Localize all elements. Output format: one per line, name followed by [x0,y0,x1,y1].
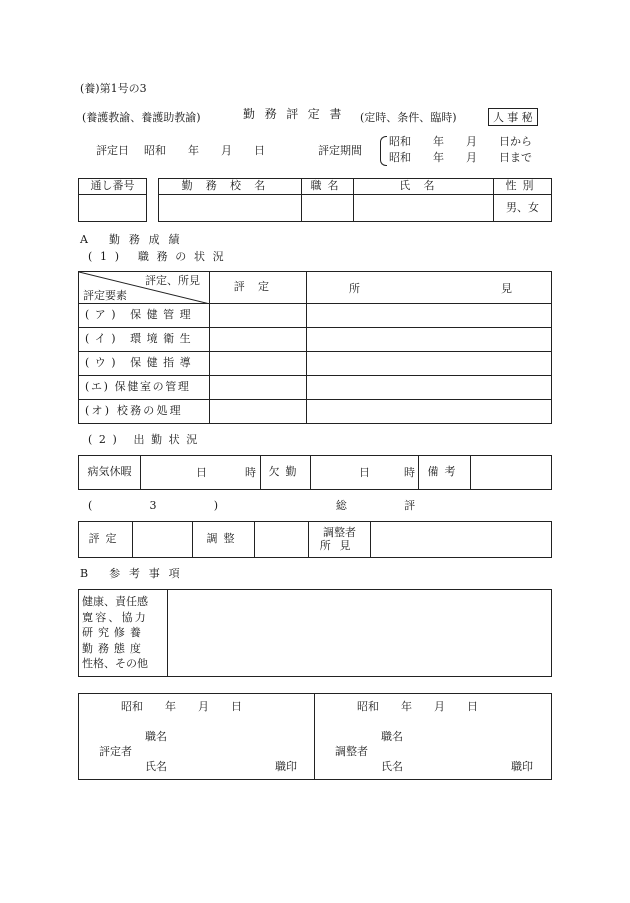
serial-number-header: 通し番号 [79,179,147,195]
adjuster-date: 昭和 年 月 日 [357,700,478,713]
name-cell[interactable] [354,195,494,222]
attendance-heading: (2) 出勤状況 [88,433,204,446]
evaluation-date-label: 評定日 [96,144,129,157]
form-number: (養)第1号の3 [80,82,147,95]
reference-items-cell [79,590,168,677]
adjuster-position-label: 職名 [381,730,403,743]
reference-item: 研究修養 [82,626,146,639]
adjuster-name-label: 氏名 [381,760,403,773]
reference-item: 勤務態度 [82,641,146,655]
reference-notes-cell[interactable] [168,590,552,677]
general-rating-cell[interactable] [133,522,193,558]
reference-item: 性格、その他 [82,657,148,670]
reference-item: 健康、責任感 [82,595,148,608]
duty-rating-cell[interactable] [210,400,307,424]
adjuster-remarks-label [309,522,371,558]
name-header: 氏名 [354,179,494,195]
remarks-header-char-2: 見 [501,282,512,295]
adjustment-cell[interactable] [255,522,309,558]
attendance-remarks-cell[interactable] [471,456,552,490]
subtitle: (養護教諭、養護助教諭) [82,111,201,124]
duty-status-heading: (1) 職務の状況 [88,250,232,263]
duty-status-table [78,271,552,424]
general-evaluation-heading-text: (3) 総評 [88,499,473,512]
absence-label: 欠勤 [261,456,311,490]
duty-label: (ウ) 保健指導 [79,352,210,376]
duty-label: (イ) 環境衛生 [79,328,210,352]
staff-info-table [158,178,552,222]
evaluation-date-value: 昭和 年 月 日 [144,144,265,157]
duty-remarks-cell[interactable] [307,400,552,424]
school-name-header: 勤務校名 [159,179,302,195]
sick-leave-label: 病気休暇 [79,456,141,490]
duty-label: (エ) 保健室の管理 [79,376,210,400]
rating-header: 評定 [210,272,307,304]
position-header: 職名 [302,179,354,195]
duty-rating-cell[interactable] [210,376,307,400]
adjuster-seal-label: 職印 [511,760,533,773]
duty-label: (ア) 保健管理 [79,304,210,328]
absence-value-cell[interactable] [311,456,419,490]
duty-rating-cell[interactable] [210,304,307,328]
absence-day-unit: 日 [359,466,370,479]
sex-header: 性別 [494,179,552,195]
sick-leave-value-cell[interactable] [141,456,261,490]
diagonal-header-top: 評定、所見 [145,274,200,287]
evaluator-date: 昭和 年 月 日 [121,700,242,713]
adjuster-label: 調整者 [335,745,368,758]
period-brace [380,136,387,166]
period-from: 昭和 年 月 日から [389,135,532,148]
evaluation-period-label: 評定期間 [318,144,362,157]
confidential-stamp [488,108,538,126]
general-evaluation-heading [88,500,472,511]
remarks-header [307,272,552,304]
period-to: 昭和 年 月 日まで [389,151,532,164]
evaluator-label: 評定者 [99,745,132,758]
duty-label: (オ) 校務の処理 [79,400,210,424]
duty-rating-cell[interactable] [210,328,307,352]
section-a-heading: A 勤務成績 [80,233,189,246]
sick-leave-day-unit: 日 [196,466,207,479]
duty-remarks-cell[interactable] [307,376,552,400]
duty-rating-cell[interactable] [210,352,307,376]
duty-status-table-wrap [78,271,552,424]
adjuster-remarks-label-line2: 所見 [319,538,360,552]
duty-remarks-cell[interactable] [307,304,552,328]
evaluator-position-label: 職名 [145,730,167,743]
evaluator-seal-label: 職印 [275,760,297,773]
title-note: (定時、条件、臨時) [360,111,457,124]
school-name-cell[interactable] [159,195,302,222]
sex-value: 男、女 [494,195,552,222]
attendance-remarks-label: 備考 [419,456,471,490]
diagonal-header-bottom: 評定要素 [83,289,127,302]
general-evaluation-table [78,521,552,558]
adjuster-remarks-label-line1: 調整者 [323,525,356,539]
position-cell[interactable] [302,195,354,222]
general-rating-label: 評定 [79,522,133,558]
confidential-stamp-text: 人事秘 [493,111,536,124]
duty-remarks-cell[interactable] [307,328,552,352]
evaluator-name-label: 氏名 [145,760,167,773]
sick-leave-hour-unit: 時 [245,466,256,479]
serial-number-table [78,178,147,222]
remarks-header-char-1: 所 [349,282,360,295]
serial-number-cell[interactable] [79,195,147,222]
duty-remarks-cell[interactable] [307,352,552,376]
attendance-table [78,455,552,490]
signature-table [78,693,552,780]
diagonal-header-cell [79,272,210,304]
adjuster-remarks-cell[interactable] [371,522,552,558]
reference-table [78,589,552,677]
adjuster-signature-cell[interactable] [315,694,552,780]
section-b-heading: B 参考事項 [80,567,189,580]
evaluator-signature-cell[interactable] [79,694,315,780]
absence-hour-unit: 時 [404,466,415,479]
adjustment-label: 調整 [193,522,255,558]
document-title: 勤務評定書 [243,107,352,121]
reference-item: 寛容、協力 [82,610,148,624]
